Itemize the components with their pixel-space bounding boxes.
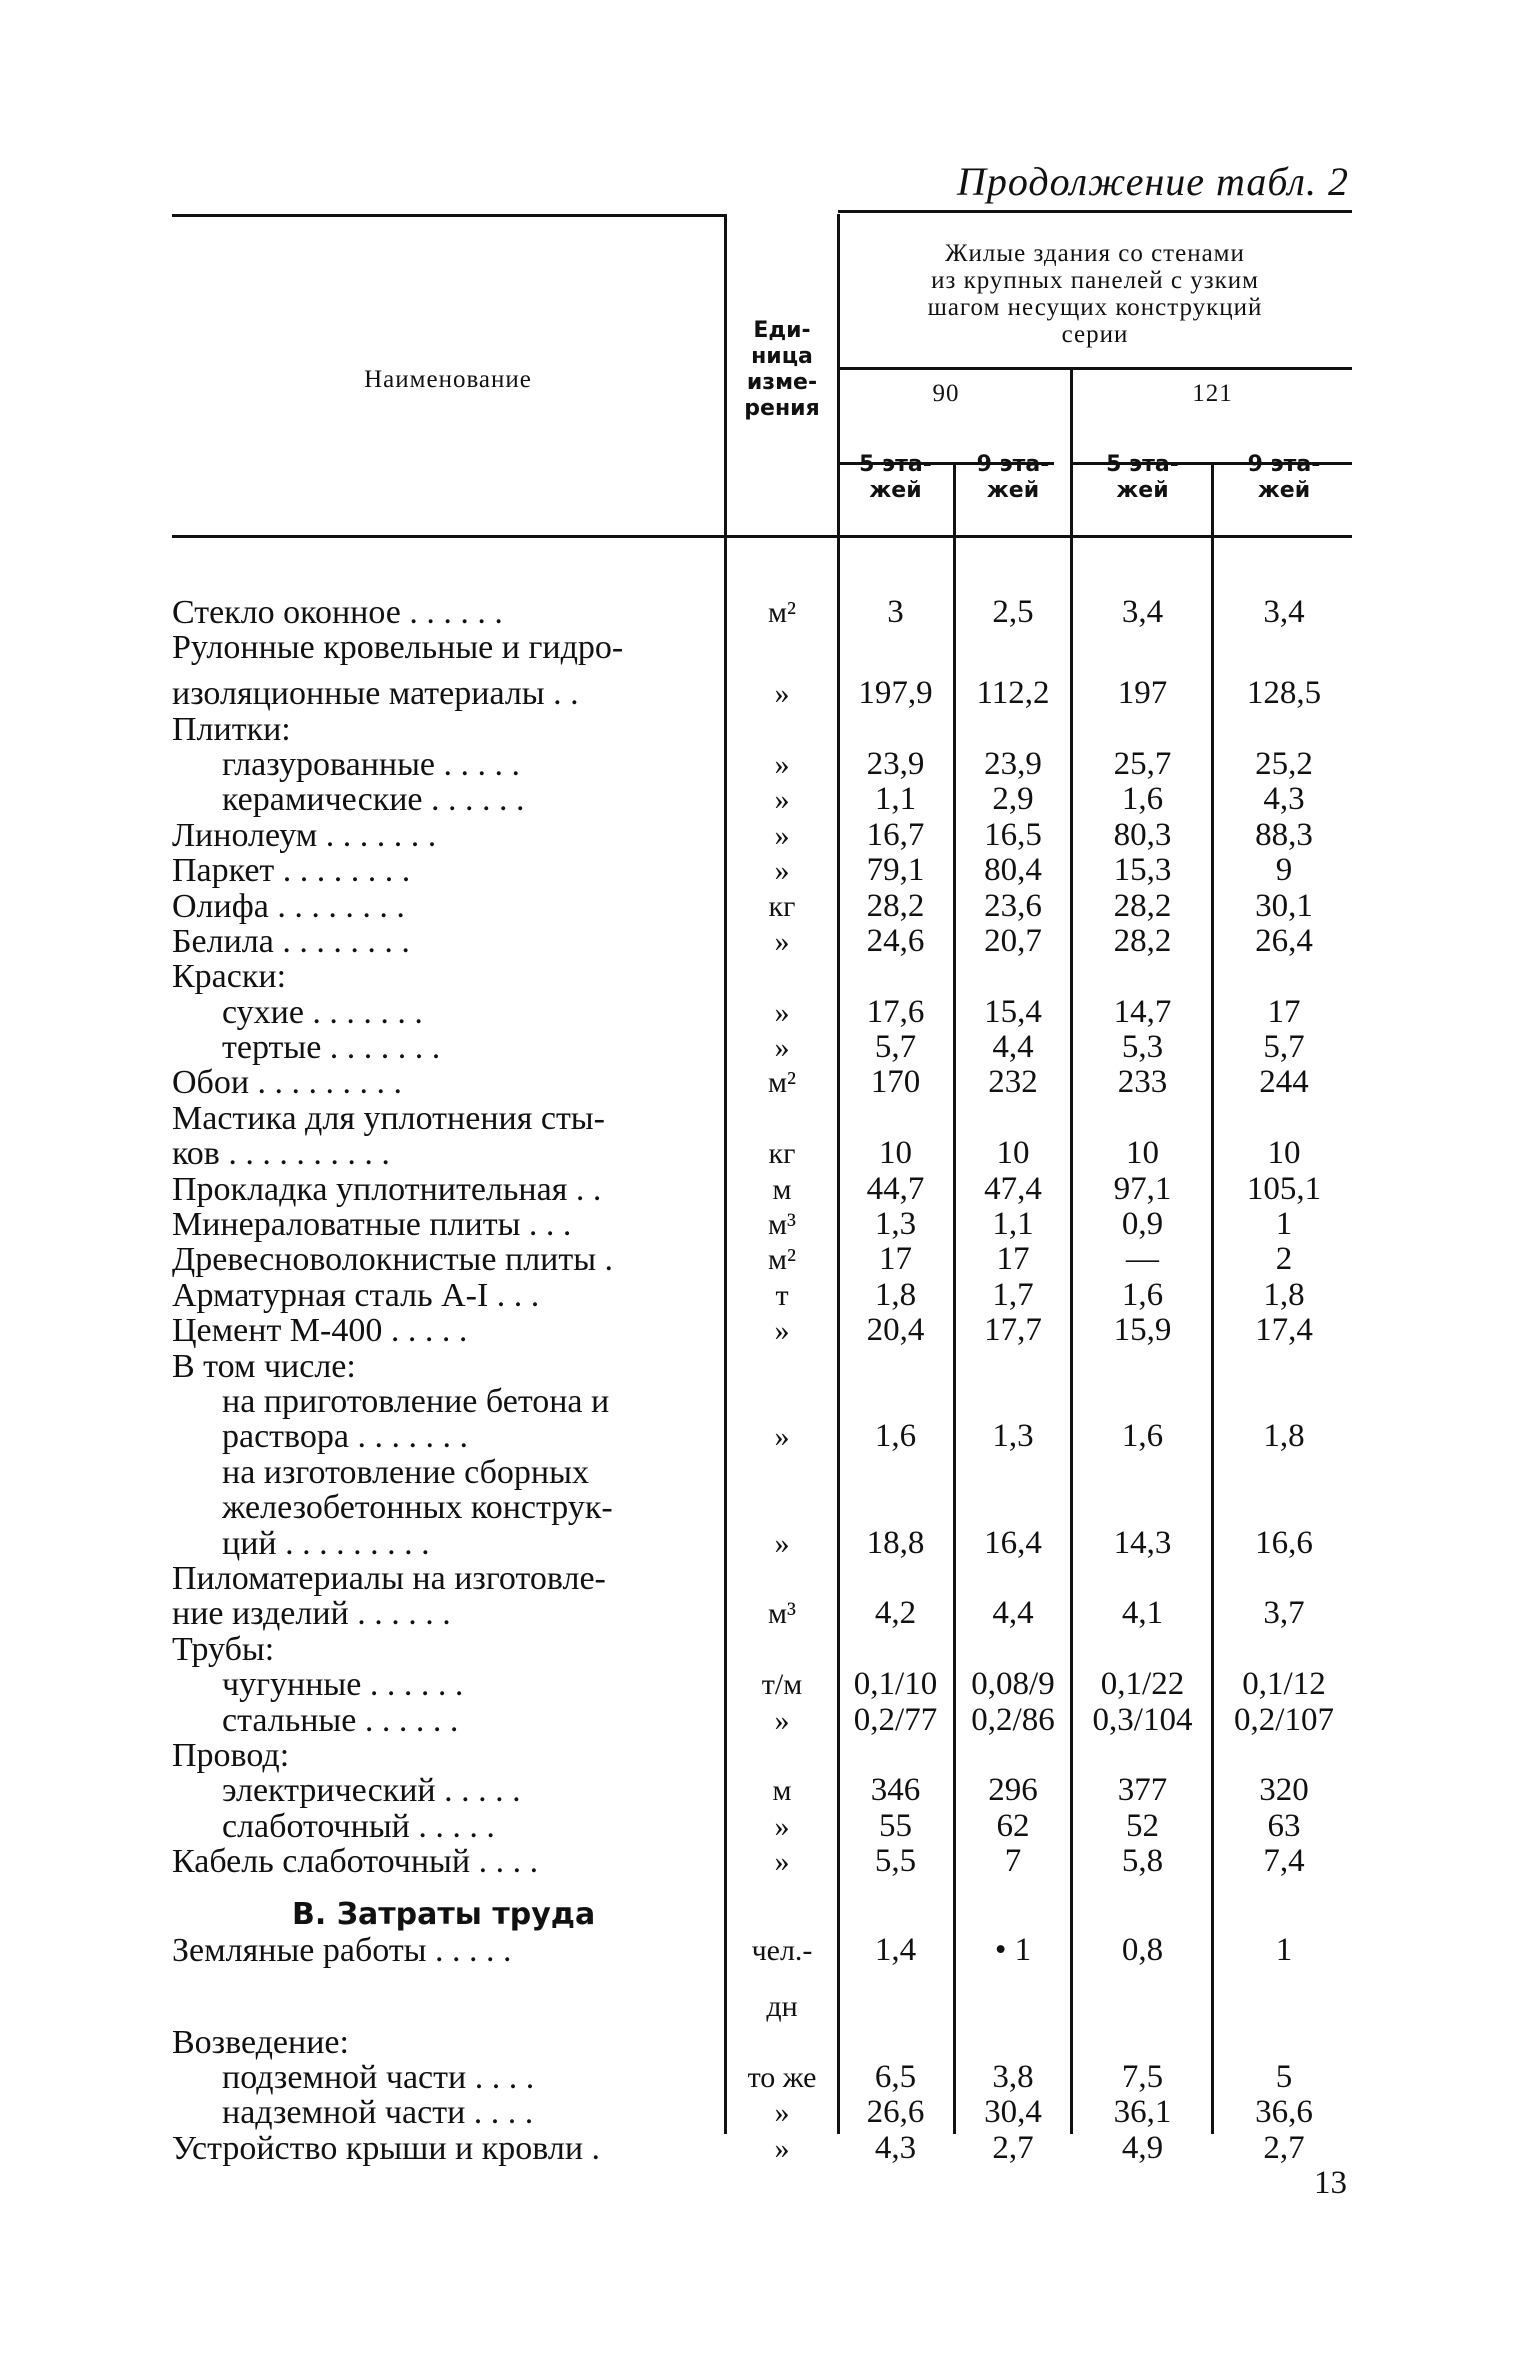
row-value: 2,7 xyxy=(992,2129,1034,2166)
row-name: раствора . . . . . . . xyxy=(222,1419,468,1455)
table-row xyxy=(0,995,1535,1030)
row-value: 23,6 xyxy=(984,887,1042,924)
table-row xyxy=(0,570,1535,630)
row-name: В том числе: xyxy=(172,1348,356,1385)
row-value: 3,7 xyxy=(1263,1595,1305,1632)
table-row xyxy=(0,1136,1535,1171)
row-value: 36,1 xyxy=(1113,2094,1172,2131)
table-row xyxy=(0,666,1535,712)
table-row xyxy=(0,2095,1535,2130)
row-name: Стекло оконное . . . . . . xyxy=(172,594,503,631)
row-value: 128,5 xyxy=(1246,675,1322,712)
row-value: 3,4 xyxy=(1121,593,1164,630)
row-unit: м² xyxy=(768,1243,796,1277)
table-row xyxy=(0,1667,1535,1702)
page-number: 13 xyxy=(1314,2165,1347,2201)
header-floors-5-series-121: 5 эта- жей xyxy=(1106,452,1179,503)
row-name: Провод: xyxy=(172,1737,290,1774)
row-name: Белила . . . . . . . . xyxy=(172,923,410,960)
table-row xyxy=(0,1207,1535,1242)
row-value: 197,9 xyxy=(858,675,933,712)
row-value: 28,2 xyxy=(1113,922,1172,959)
row-value: 20,4 xyxy=(866,1312,925,1349)
row-value: 4,4 xyxy=(992,1029,1034,1066)
row-name: слаботочный . . . . . xyxy=(222,1808,495,1845)
table-row xyxy=(0,1596,1535,1631)
row-name: тертые . . . . . . . xyxy=(222,1030,441,1066)
table-row xyxy=(0,782,1535,817)
row-unit: т xyxy=(775,1278,789,1312)
row-name: Мастика для уплотнения сты- xyxy=(172,1100,605,1137)
row-name: Возведение: xyxy=(172,2024,349,2060)
table-row xyxy=(0,853,1535,888)
row-value: 244 xyxy=(1259,1064,1309,1101)
row-value: 1,3 xyxy=(992,1418,1034,1455)
row-value: 6,5 xyxy=(874,2058,917,2095)
row-value: 24,6 xyxy=(866,922,925,959)
table-continuation-label: Продолжение табл. 2 xyxy=(956,159,1349,204)
row-name: ций . . . . . . . . . xyxy=(222,1525,430,1561)
row-value: 1,4 xyxy=(874,1931,917,1968)
row-name: Паркет . . . . . . . . xyxy=(172,853,411,889)
row-value: 1,6 xyxy=(874,1418,917,1455)
row-value: 28,2 xyxy=(1113,887,1172,924)
row-value: 346 xyxy=(870,1772,921,1809)
row-name: керамические . . . . . . xyxy=(222,782,525,818)
row-value: 62 xyxy=(996,1807,1030,1844)
row-name: Пиломатериалы на изготовле- xyxy=(172,1560,606,1597)
row-unit: то же xyxy=(747,2060,817,2094)
row-value: 52 xyxy=(1126,1807,1159,1844)
row-value: 1,6 xyxy=(1121,1276,1164,1313)
table-row xyxy=(0,1030,1535,1065)
row-name: Олифа . . . . . . . . xyxy=(172,888,405,924)
row-value: 296 xyxy=(988,1772,1038,1809)
row-value: 2,9 xyxy=(992,781,1034,818)
row-value: 7 xyxy=(1004,1843,1022,1880)
table-row xyxy=(0,889,1535,924)
row-value: 377 xyxy=(1117,1772,1168,1809)
table-row xyxy=(0,1933,1535,1968)
row-unit: » xyxy=(774,677,790,711)
row-value: 88,3 xyxy=(1255,816,1313,853)
row-value: 26,6 xyxy=(866,2094,925,2131)
row-value: 15,3 xyxy=(1113,852,1172,889)
row-value: 15,4 xyxy=(984,993,1042,1030)
table-row xyxy=(0,1419,1535,1454)
row-name: Минераловатные плиты . . . xyxy=(172,1207,572,1243)
header-floors-9-series-121: 9 эта- жей xyxy=(1247,452,1321,503)
row-value: 5,7 xyxy=(874,1029,917,1066)
header-floors-5-series-90: 5 эта- жей xyxy=(859,452,932,503)
table-row xyxy=(0,1968,1535,2025)
row-unit: » xyxy=(774,1420,790,1454)
row-unit: » xyxy=(774,783,790,817)
row-value: 16,6 xyxy=(1255,1524,1313,1561)
table-row xyxy=(0,1242,1535,1277)
row-unit: кг xyxy=(768,1137,796,1171)
row-value: 80,4 xyxy=(984,852,1042,889)
row-value: 14,3 xyxy=(1113,1524,1172,1561)
row-name: Древесноволокнистые плиты . xyxy=(172,1242,614,1278)
row-value: 1,1 xyxy=(874,781,917,818)
row-unit: » xyxy=(774,2131,790,2165)
table-row xyxy=(0,1809,1535,1844)
row-name: электрический . . . . . xyxy=(222,1773,521,1809)
row-value: 17,4 xyxy=(1255,1312,1313,1349)
row-name: сухие . . . . . . . xyxy=(222,994,423,1031)
row-name: стальные . . . . . . xyxy=(222,1702,459,1738)
row-name: Арматурная сталь А-I . . . xyxy=(172,1277,540,1314)
table-row xyxy=(0,1313,1535,1348)
table-body xyxy=(0,570,1535,2166)
row-name: подземной части . . . . xyxy=(222,2059,535,2096)
row-name: Краски: xyxy=(172,959,287,995)
row-unit: » xyxy=(774,995,790,1029)
row-value: 0,8 xyxy=(1121,1931,1164,1968)
row-unit: » xyxy=(774,1526,790,1560)
header-unit-column: Еди- ница изме- рения xyxy=(744,318,820,421)
row-value: 1,8 xyxy=(1263,1276,1305,1313)
row-value: 80,3 xyxy=(1113,816,1172,853)
row-value: 10 xyxy=(1126,1135,1159,1172)
row-unit: м³ xyxy=(768,1597,796,1631)
row-name: ние изделий . . . . . . xyxy=(172,1596,451,1632)
row-value: 10 xyxy=(1267,1135,1301,1172)
section-heading: В. Затраты труда xyxy=(292,1897,596,1933)
table-row xyxy=(0,1844,1535,1879)
row-unit: » xyxy=(774,818,790,852)
row-value: 3 xyxy=(887,593,904,630)
row-value: 63 xyxy=(1267,1807,1301,1844)
row-value: 0,1/12 xyxy=(1242,1666,1326,1703)
row-unit: м² xyxy=(768,1066,796,1100)
row-unit: » xyxy=(774,1809,790,1843)
row-value: 0,9 xyxy=(1121,1206,1164,1243)
row-value: 105,1 xyxy=(1246,1170,1322,1207)
row-unit: » xyxy=(774,2096,790,2130)
row-value: 7,4 xyxy=(1263,1843,1305,1880)
row-value: 3,4 xyxy=(1263,593,1305,630)
row-value: 23,9 xyxy=(866,745,925,782)
row-unit: чел.- xyxy=(751,1933,813,1967)
row-unit: » xyxy=(774,854,790,888)
row-value: 2 xyxy=(1275,1241,1293,1278)
row-value: 0,1/10 xyxy=(853,1666,938,1703)
table-row xyxy=(0,1455,1535,1490)
row-value: • 1 xyxy=(994,1931,1032,1968)
row-value: 233 xyxy=(1117,1064,1168,1101)
table-row xyxy=(0,1879,1535,1932)
row-name: Прокладка уплотнительная . . xyxy=(172,1171,602,1208)
table-row xyxy=(0,1065,1535,1100)
row-unit: » xyxy=(774,1314,790,1348)
row-value: 16,5 xyxy=(984,816,1042,853)
row-value: 10 xyxy=(996,1135,1030,1172)
table-row xyxy=(0,959,1535,994)
row-unit: » xyxy=(774,1031,790,1065)
header-name-column: Наименование xyxy=(364,366,532,393)
header-floors-9-series-90: 9 эта- жей xyxy=(976,452,1050,503)
row-name: изоляционные материалы . . xyxy=(172,676,579,712)
row-value: 26,4 xyxy=(1255,922,1313,959)
row-value: 18,8 xyxy=(866,1524,925,1561)
row-value: 28,2 xyxy=(866,887,925,924)
table-row xyxy=(0,1703,1535,1738)
table-top-rule-right xyxy=(838,210,1352,213)
row-value: 4,3 xyxy=(874,2129,917,2166)
row-unit: кг xyxy=(768,889,796,923)
header-series-90: 90 xyxy=(932,380,960,407)
row-name: Устройство крыши и кровли . xyxy=(172,2130,601,2167)
row-name: Обои . . . . . . . . . xyxy=(172,1065,403,1101)
row-name: Земляные работы . . . . . xyxy=(172,1932,512,1968)
row-value: 17 xyxy=(996,1241,1030,1278)
row-value: 9 xyxy=(1275,852,1293,889)
row-value: 15,9 xyxy=(1113,1312,1172,1349)
row-value: 4,2 xyxy=(874,1595,917,1632)
row-value: 16,7 xyxy=(866,816,925,853)
row-unit: » xyxy=(774,1845,790,1879)
row-value: 55 xyxy=(879,1807,912,1844)
row-value: 10 xyxy=(879,1135,912,1172)
row-value: 0,2/77 xyxy=(853,1701,938,1738)
row-value: 23,9 xyxy=(984,745,1042,782)
row-value: 1,3 xyxy=(874,1206,917,1243)
row-name: железобетонных конструк- xyxy=(222,1490,613,1526)
row-value: 1 xyxy=(1275,1206,1293,1243)
row-value: 25,2 xyxy=(1255,745,1313,782)
table-row xyxy=(0,1526,1535,1561)
row-value: 0,1/22 xyxy=(1100,1666,1185,1703)
table-row xyxy=(0,1172,1535,1207)
row-value: 1,1 xyxy=(992,1206,1034,1243)
row-value: 5,3 xyxy=(1121,1029,1164,1066)
table-row xyxy=(0,1101,1535,1136)
table-row xyxy=(0,2131,1535,2166)
table-top-rule xyxy=(172,214,724,217)
row-value: 7,5 xyxy=(1121,2058,1164,2095)
row-value: 170 xyxy=(870,1064,921,1101)
row-value: 2,5 xyxy=(992,593,1034,630)
row-name: Цемент М-400 . . . . . xyxy=(172,1313,468,1349)
table-row xyxy=(0,630,1535,665)
table-row xyxy=(0,1384,1535,1419)
row-value: 4,9 xyxy=(1121,2129,1164,2166)
header-series-121: 121 xyxy=(1192,380,1233,407)
row-name: Рулонные кровельные и гидро- xyxy=(172,630,624,666)
row-value: 5,7 xyxy=(1263,1029,1305,1066)
row-value: 2,7 xyxy=(1263,2129,1305,2166)
row-value: 0,2/86 xyxy=(971,1701,1055,1738)
table-row xyxy=(0,1738,1535,1773)
row-value: 1,8 xyxy=(1263,1418,1305,1455)
table-row xyxy=(0,924,1535,959)
row-value: 1 xyxy=(1275,1931,1293,1968)
table-row xyxy=(0,2060,1535,2095)
table-row xyxy=(0,818,1535,853)
row-name: на изготовление сборных xyxy=(222,1454,589,1491)
table-row xyxy=(0,2025,1535,2060)
row-value: 232 xyxy=(988,1064,1038,1101)
row-value: 0,3/104 xyxy=(1092,1701,1193,1738)
row-name: на приготовление бетона и xyxy=(222,1384,610,1420)
row-value: 5,8 xyxy=(1121,1843,1164,1880)
row-value: — xyxy=(1126,1241,1159,1278)
row-value: 4,1 xyxy=(1121,1595,1164,1632)
row-name: ков . . . . . . . . . . xyxy=(172,1136,390,1172)
row-name: Линолеум . . . . . . . xyxy=(172,817,437,854)
row-value: 0,08/9 xyxy=(971,1666,1055,1703)
table-row xyxy=(0,1349,1535,1384)
row-unit: м³ xyxy=(768,1208,796,1242)
row-unit: дн xyxy=(766,1990,798,2024)
row-value: 1,6 xyxy=(1121,1418,1164,1455)
row-value: 30,1 xyxy=(1255,887,1313,924)
row-value: 79,1 xyxy=(866,852,925,889)
table-row xyxy=(0,1278,1535,1313)
row-value: 14,7 xyxy=(1113,993,1172,1030)
table-row xyxy=(0,1561,1535,1596)
row-unit: » xyxy=(774,924,790,958)
row-value: 3,8 xyxy=(992,2058,1034,2095)
row-value: 20,7 xyxy=(984,922,1042,959)
row-unit: м xyxy=(772,1172,792,1206)
table-row xyxy=(0,1632,1535,1667)
row-unit: » xyxy=(774,747,790,781)
row-unit: м xyxy=(772,1774,792,1808)
table-row xyxy=(0,712,1535,747)
table-row xyxy=(0,747,1535,782)
row-value: 1,7 xyxy=(992,1276,1034,1313)
header-bottom-rule xyxy=(172,535,1352,538)
row-name: Плитки: xyxy=(172,711,291,747)
row-value: 36,6 xyxy=(1255,2094,1313,2131)
row-value: 17,6 xyxy=(866,993,925,1030)
row-value: 4,3 xyxy=(1263,781,1305,818)
row-name: глазурованные . . . . . xyxy=(222,746,521,783)
row-value: 17 xyxy=(1267,993,1301,1030)
row-value: 112,2 xyxy=(976,675,1050,712)
table-row xyxy=(0,1490,1535,1525)
row-value: 17,7 xyxy=(984,1312,1042,1349)
header-rule-series xyxy=(838,367,1352,370)
row-unit: » xyxy=(774,1703,790,1737)
row-value: 0,2/107 xyxy=(1234,1701,1334,1738)
row-value: 16,4 xyxy=(984,1524,1042,1561)
row-value: 1,8 xyxy=(874,1276,917,1313)
row-value: 1,6 xyxy=(1121,781,1164,818)
row-name: чугунные . . . . . . xyxy=(222,1667,464,1703)
row-unit: м² xyxy=(768,595,796,629)
row-unit: т/м xyxy=(761,1668,803,1702)
row-value: 97,1 xyxy=(1113,1170,1172,1207)
row-name: надземной части . . . . xyxy=(222,2095,534,2131)
row-value: 30,4 xyxy=(984,2094,1042,2131)
row-value: 5,5 xyxy=(874,1843,917,1880)
row-value: 320 xyxy=(1259,1772,1309,1809)
table-row xyxy=(0,1773,1535,1808)
row-value: 4,4 xyxy=(992,1595,1034,1632)
row-value: 47,4 xyxy=(984,1170,1042,1207)
row-name: Трубы: xyxy=(172,1631,275,1668)
row-value: 197 xyxy=(1117,675,1168,712)
header-group-title: Жилые здания со стенами из крупных панелей с узким шагом несущих конструкций серии xyxy=(927,240,1263,348)
row-value: 25,7 xyxy=(1113,745,1172,782)
row-value: 17 xyxy=(879,1241,912,1278)
row-value: 44,7 xyxy=(866,1170,925,1207)
row-value: 5 xyxy=(1275,2058,1293,2095)
row-name: Кабель слаботочный . . . . xyxy=(172,1844,539,1880)
